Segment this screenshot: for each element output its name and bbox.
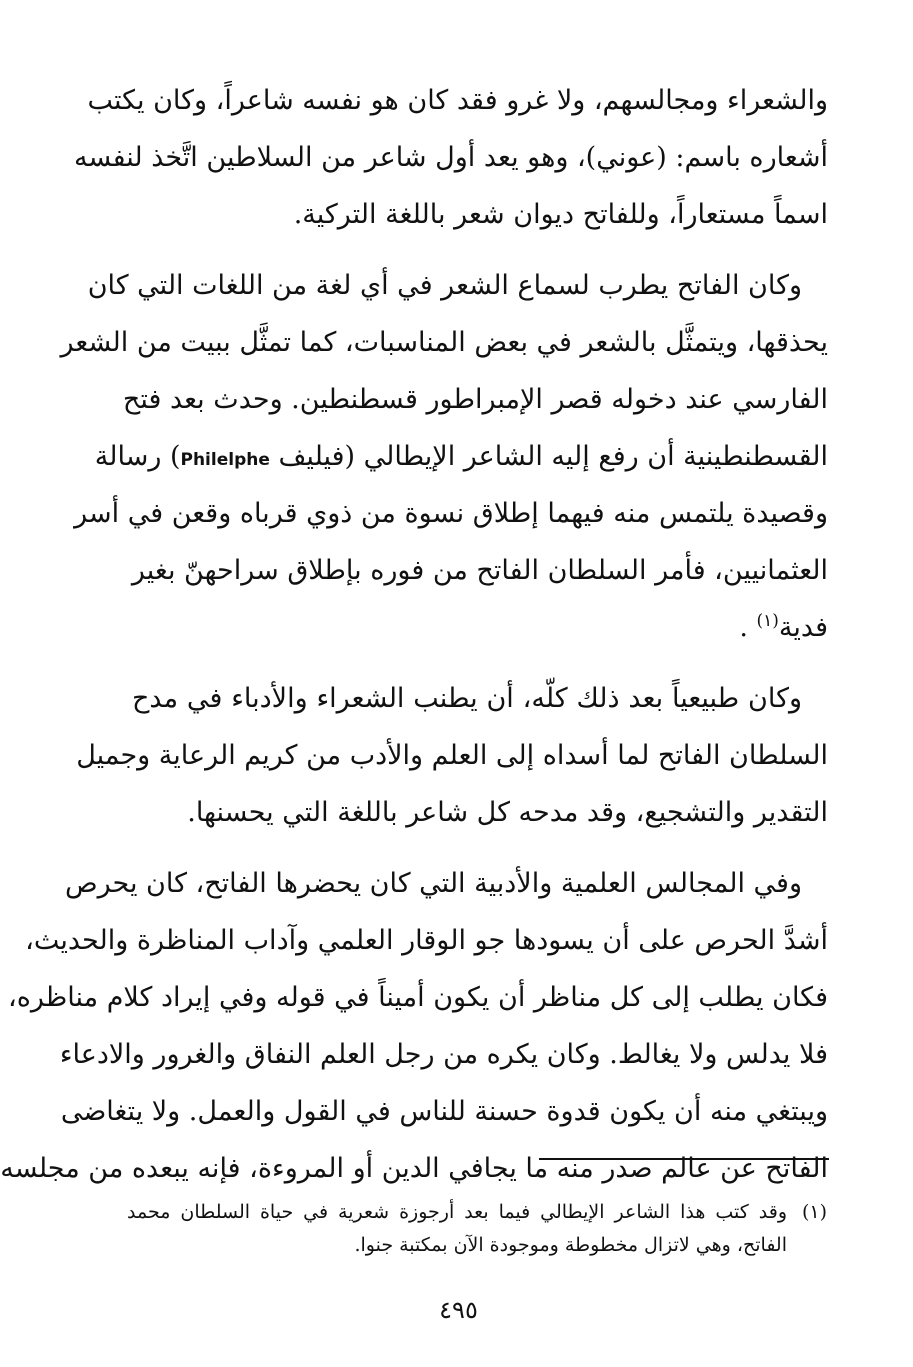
text-line: أشدَّ الحرص على أن يسودها جو الوقار العلمي وآداب المناظرة والحديث،	[25, 925, 828, 956]
text-line: الفاتح عن عالم صدر منه ما يجافي الدين أو المروءة، فإنه يبعده من مجلسه	[0, 1153, 828, 1184]
text-line: السلطان الفاتح لما أسداه إلى العلم والأدب من كريم الرعاية وجميل	[76, 740, 828, 771]
text-line: فكان يطلب إلى كل مناظر أن يكون أميناً في قوله وفي إيراد كلام مناظره،	[8, 982, 828, 1013]
paragraph-2	[60, 257, 828, 656]
main-text	[0, 72, 828, 1197]
footnote-reference: (١)	[756, 611, 779, 631]
text-line: الفارسي عند دخوله قصر الإمبراطور قسطنطين. وحدث بعد فتح	[122, 384, 828, 415]
text-segment: ) رسالة	[94, 441, 181, 472]
text-segment: فدية	[778, 612, 828, 643]
text-line: التقدير والتشجيع، وقد مدحه كل شاعر باللغة التي يحسنها.	[187, 797, 828, 828]
text-line: أشعاره باسم: (عوني)، وهو يعد أول شاعر من السلاطين اتَّخذ لنفسه	[74, 142, 828, 173]
text-line: اسماً مستعاراً، وللفاتح ديوان شعر باللغة التركية.	[293, 199, 828, 230]
text-line: والشعراء ومجالسهم، ولا غرو فقد كان هو نفسه شاعراً، وكان يكتب	[87, 85, 828, 116]
text-line: وكان طبيعياً بعد ذلك كلّه، أن يطنب الشعراء والأدباء في مدح	[132, 683, 802, 714]
text-line	[132, 599, 828, 656]
text-line: وكان الفاتح يطرب لسماع الشعر في أي لغة من اللغات التي كان	[87, 270, 802, 301]
text-segment: القسطنطينية أن رفع إليه الشاعر الإيطالي (فيليف	[278, 441, 828, 472]
footnote-number: (١)	[801, 1201, 827, 1223]
text-line	[94, 428, 828, 485]
text-line: العثمانيين، فأمر السلطان الفاتح من فوره بإطلاق سراحهنّ بغير	[131, 555, 828, 586]
text-segment: .	[739, 612, 748, 643]
paragraph-1	[74, 72, 828, 243]
text-line: وقصيدة يلتمس منه فيهما إطلاق نسوة من ذوي قرباه وقعن في أسر	[74, 498, 828, 529]
footnote-line	[127, 1196, 827, 1229]
text-line: وفي المجالس العلمية والأدبية التي كان يحضرها الفاتح، كان يحرص	[64, 868, 802, 899]
latin-name: Philelphe	[180, 450, 270, 470]
text-line: ويبتغي منه أن يكون قدوة حسنة للناس في القول والعمل. ولا يتغاضى	[60, 1096, 828, 1127]
footnote-line: الفاتح، وهي لاتزال مخطوطة وموجودة الآن بمكتبة جنوا.	[354, 1234, 787, 1256]
footnote	[127, 1196, 827, 1262]
paragraph-4	[0, 855, 828, 1197]
paragraph-3	[76, 670, 828, 841]
page-number: ٤٩٥	[439, 1296, 478, 1324]
footnote-text: وقد كتب هذا الشاعر الإيطالي فيما بعد أرجوزة شعرية في حياة السلطان محمد	[127, 1201, 787, 1223]
footnote-divider	[539, 1158, 829, 1160]
text-line: يحذقها، ويتمثَّل بالشعر في بعض المناسبات، كما تمثَّل ببيت من الشعر	[60, 327, 828, 358]
text-line: فلا يدلس ولا يغالط. وكان يكره من رجل العلم النفاق والغرور والادعاء	[59, 1039, 828, 1070]
